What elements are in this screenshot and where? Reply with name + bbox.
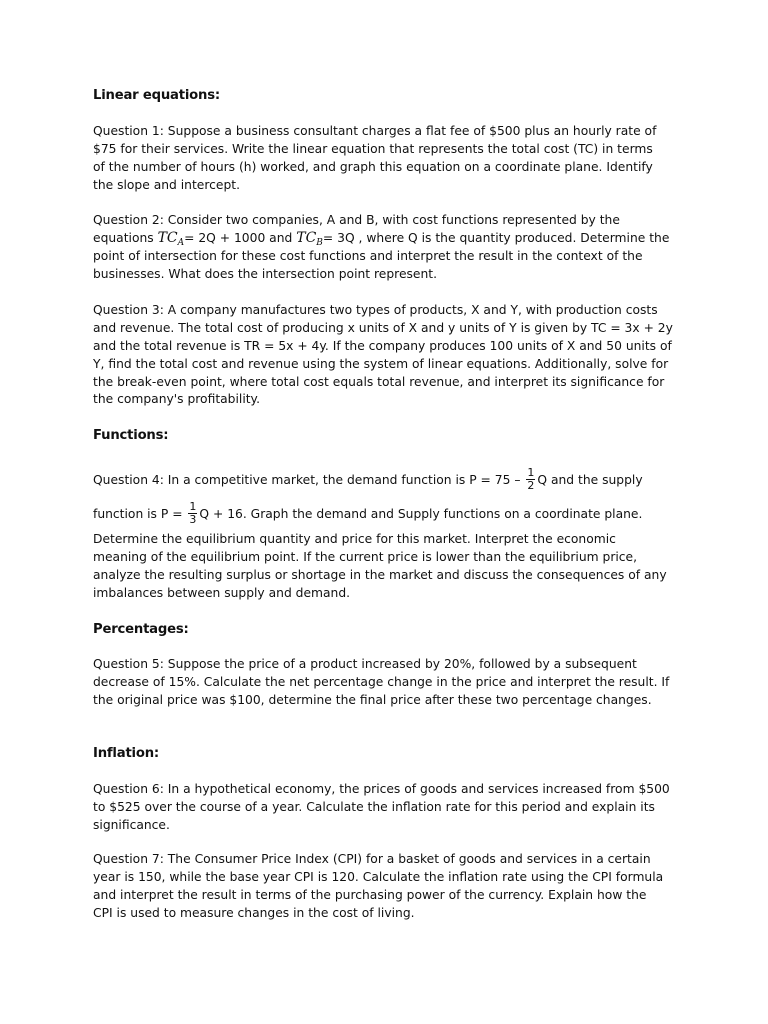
question-3-line: and revenue. The total cost of producing x units of X and y units of Y is given by TC = 3x + 2y xyxy=(93,320,673,335)
question-2-line: point of intersection for these cost functions and interpret the result in the context of the xyxy=(93,248,643,263)
question-4-text: Question 4: In a competitive market, the demand function is P = 75 – xyxy=(93,473,525,487)
question-1 xyxy=(93,123,678,195)
question-3 xyxy=(93,302,678,409)
heading-functions: Functions: xyxy=(93,428,169,443)
question-6 xyxy=(93,781,678,835)
question-4 xyxy=(93,463,678,603)
question-7 xyxy=(93,851,678,923)
question-6-line: significance. xyxy=(93,817,170,832)
question-3-line: Question 3: A company manufactures two types of products, X and Y, with production costs xyxy=(93,303,658,317)
heading-linear-equations: Linear equations: xyxy=(93,88,220,103)
question-4-text: Q + 16. Graph the demand and Supply functions on a coordinate plane. xyxy=(199,507,643,521)
question-2-line: Question 2: Consider two companies, A and B, with cost functions represented by the xyxy=(93,213,620,227)
question-1-line: Question 1: Suppose a business consultant charges a flat fee of $500 plus an hourly rate of xyxy=(93,124,657,138)
question-4-line: imbalances between supply and demand. xyxy=(93,585,351,600)
question-5-line: Question 5: Suppose the price of a product increased by 20%, followed by a subsequent xyxy=(93,657,637,671)
tc-a-symbol: $TC_A$ xyxy=(157,229,185,248)
question-5-line: the original price was $100, determine the final price after these two percentage changes. xyxy=(93,692,652,707)
question-4-line: Determine the equilibrium quantity and price for this market. Interpret the economic xyxy=(93,532,616,546)
question-2-line: businesses. What does the intersection point represent. xyxy=(93,266,438,281)
question-1-line: $75 for their services. Write the linear equation that represents the total cost (TC) in terms xyxy=(93,141,653,156)
question-3-line: Y, find the total cost and revenue using the system of linear equations. Additionally, solve for xyxy=(93,356,669,371)
question-3-line: the break-even point, where total cost equals total revenue, and interpret its significance for xyxy=(93,374,665,389)
question-4-supply-line xyxy=(93,497,678,531)
tc-b-symbol: $TC_B$ xyxy=(296,229,323,248)
question-1-line: of the number of hours (h) worked, and graph this equation on a coordinate plane. Identify xyxy=(93,159,653,174)
heading-inflation: Inflation: xyxy=(93,746,159,761)
fraction-one-half: $\frac{1}{2}$ xyxy=(527,466,535,492)
question-4-demand-line xyxy=(93,463,678,497)
question-7-line: and interpret the result in terms of the purchasing power of the currency. Explain how the xyxy=(93,887,647,902)
question-3-line: and the total revenue is TR = 5x + 4y. If the company produces 100 units of X and 50 units of xyxy=(93,338,672,353)
question-5-line: decrease of 15%. Calculate the net percentage change in the price and interpret the result. If xyxy=(93,674,670,689)
question-6-line: Question 6: In a hypothetical economy, the prices of goods and services increased from $500 xyxy=(93,782,670,796)
question-6-line: to $525 over the course of a year. Calculate the inflation rate for this period and explain its xyxy=(93,799,655,814)
question-7-line: Question 7: The Consumer Price Index (CPI) for a basket of goods and services in a certain xyxy=(93,852,651,866)
question-7-line: year is 150, while the base year CPI is 120. Calculate the inflation rate using the CPI formula xyxy=(93,869,664,884)
question-2-text: = 3Q , where Q is the quantity produced. Determine the xyxy=(322,230,670,245)
question-5 xyxy=(93,656,678,710)
question-2 xyxy=(93,212,678,284)
question-2-text: = 2Q + 1000 and xyxy=(184,230,297,245)
question-4-line: meaning of the equilibrium point. If the current price is lower than the equilibrium price, xyxy=(93,549,638,564)
question-2-equation-line xyxy=(93,230,678,248)
question-7-line: CPI is used to measure changes in the cost of living. xyxy=(93,905,415,920)
heading-percentages: Percentages: xyxy=(93,622,189,637)
question-4-text: function is P = xyxy=(93,507,187,521)
question-4-text: Q and the supply xyxy=(537,473,643,487)
question-4-line: analyze the resulting surplus or shortage in the market and discuss the consequences of any xyxy=(93,567,667,582)
question-3-line: the company's profitability. xyxy=(93,392,260,407)
question-2-text: equations xyxy=(93,230,158,245)
fraction-one-third: $\frac{1}{3}$ xyxy=(189,500,197,526)
question-1-line: the slope and intercept. xyxy=(93,177,241,192)
